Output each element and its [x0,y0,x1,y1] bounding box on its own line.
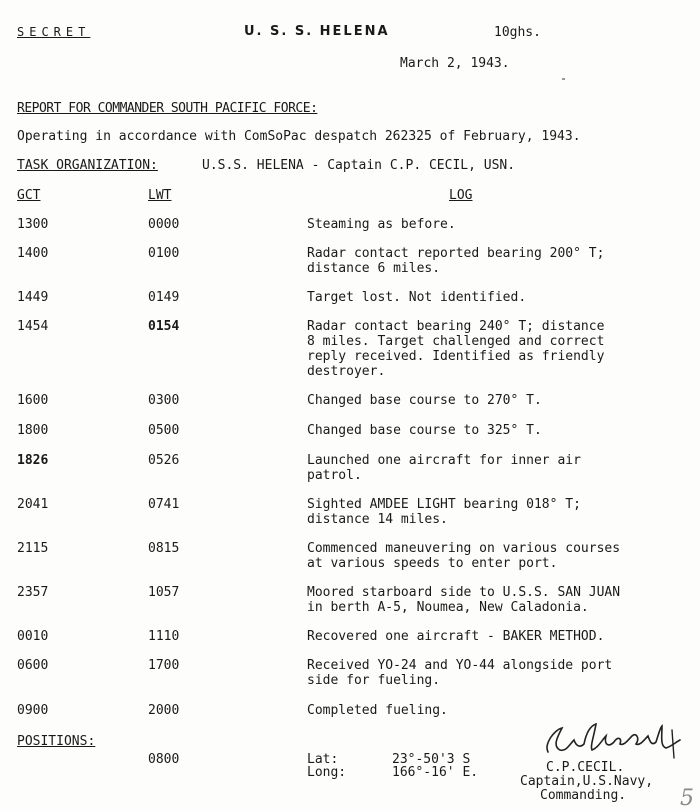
ship-name: U. S. S. HELENA [244,24,390,39]
log-lwt: 0815 [148,541,180,556]
log-entry: Steaming as before. [307,217,456,232]
log-lwt: 0500 [148,423,180,438]
classification-marking: SECRET [17,25,91,39]
log-entry: Received YO-24 and YO-44 alongside port side for fueling. [307,658,613,688]
log-gct: 1800 [17,423,49,438]
log-lwt: 1700 [148,658,180,673]
ink-speck [562,78,565,80]
log-entry: Target lost. Not identified. [307,290,527,305]
signer-title: Captain,U.S.Navy, [520,774,654,789]
log-gct: 1826 [17,453,49,468]
log-entry: Completed fueling. [307,703,448,718]
log-lwt: 0741 [148,497,180,512]
latitude-value: 23°-50'3 S [392,752,471,767]
log-lwt: 2000 [148,703,180,718]
log-gct: 1600 [17,393,49,408]
log-lwt: 0100 [148,246,180,261]
log-lwt: 0526 [148,453,180,468]
task-organization-text: U.S.S. HELENA - Captain C.P. CECIL, USN. [202,158,516,173]
signer-name: C.P.CECIL. [546,760,625,775]
log-entry: Launched one aircraft for inner air patrol. [307,453,581,483]
log-gct: 0010 [17,629,49,644]
column-header-log: LOG [449,188,473,203]
log-gct: 2357 [17,585,49,600]
log-gct: 2115 [17,541,49,556]
log-gct: 0900 [17,703,49,718]
operating-statement: Operating in accordance with ComSoPac despatch 262325 of February, 1943. [17,129,581,144]
log-entry: Moored starboard side to U.S.S. SAN JUAN in berth A-5, Noumea, New Caladonia. [307,585,621,615]
log-entry: Changed base course to 270° T. [307,393,542,408]
log-gct: 0600 [17,658,49,673]
log-entry: Radar contact reported bearing 200° T; distance 6 miles. [307,246,605,276]
log-lwt: 0149 [148,290,180,305]
log-gct: 1454 [17,319,49,334]
column-header-gct: GCT [17,188,41,203]
log-entry: Commenced maneuvering on various courses at various speeds to enter port. [307,541,621,571]
page-mark: 5 [680,786,694,811]
report-date: March 2, 1943. [400,56,510,71]
positions-time: 0800 [148,752,180,767]
positions-label: POSITIONS: [17,734,96,749]
log-entry: Sighted AMDEE LIGHT bearing 018° T; distance 14 miles. [307,497,581,527]
log-entry: Recovered one aircraft - BAKER METHOD. [307,629,605,644]
log-gct: 1400 [17,246,49,261]
longitude-value: 166°-16' E. [392,765,479,780]
latitude-label: Lat: [307,752,339,767]
report-title: REPORT FOR COMMANDER SOUTH PACIFIC FORCE: [17,101,318,116]
log-entry: Changed base course to 325° T. [307,423,542,438]
signer-command: Commanding. [540,788,627,803]
log-lwt: 1057 [148,585,180,600]
log-entry: Radar contact bearing 240° T; distance 8 miles. Target challenged and correct reply received. Identified as friendly destroyer. [307,319,605,379]
log-gct: 1300 [17,217,49,232]
log-lwt: 0000 [148,217,180,232]
log-lwt: 1110 [148,629,180,644]
log-lwt: 0300 [148,393,180,408]
log-gct: 2041 [17,497,49,512]
task-organization-label: TASK ORGANIZATION: [17,158,158,173]
log-gct: 1449 [17,290,49,305]
longitude-label: Long: [307,765,347,780]
signature-block [520,718,695,808]
log-lwt: 0154 [148,319,180,334]
handwritten-signature [540,718,690,760]
column-header-lwt: LWT [148,188,172,203]
report-time: 10ghs. [494,25,541,40]
